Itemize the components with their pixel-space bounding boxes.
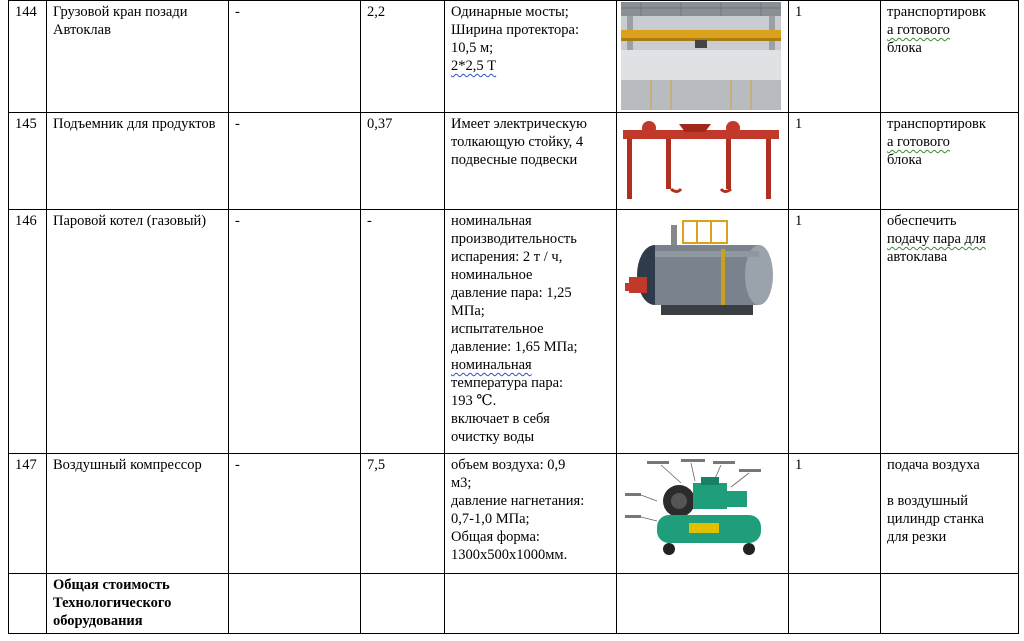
- spec-line: Общая форма:: [451, 529, 540, 545]
- empty-cell: [229, 574, 361, 634]
- table-row-total: [9, 574, 1019, 634]
- empty-cell: [617, 574, 789, 634]
- empty-cell: [9, 574, 47, 634]
- empty-cell: [361, 574, 445, 634]
- purpose-line: транспортировк: [887, 4, 986, 20]
- spec-line: номинальная: [451, 357, 532, 373]
- dash-cell: -: [229, 113, 361, 210]
- purpose-cell: [881, 1, 1019, 113]
- purpose-cell: [881, 113, 1019, 210]
- purpose-cell: [881, 210, 1019, 454]
- purpose-line: блока: [887, 40, 922, 56]
- spec-line: номинальная: [451, 213, 532, 229]
- spec-cell: [445, 1, 617, 113]
- spec-line: 0,7-1,0 МПа;: [451, 511, 530, 527]
- total-label: Общая стоимость Технологического оборудования: [47, 574, 229, 634]
- purpose-line: а готового: [887, 22, 950, 38]
- purpose-line: подача воздуха: [887, 457, 980, 473]
- spec-cell: [445, 113, 617, 210]
- spec-line: объем воздуха: 0,9: [451, 457, 566, 473]
- spec-line: 1300x500x1000мм.: [451, 547, 568, 563]
- quantity-cell: 1: [789, 113, 881, 210]
- steam-boiler-photo: [621, 211, 781, 331]
- equipment-name: Грузовой кран позади Автоклав: [47, 1, 229, 113]
- row-number: 146: [9, 210, 47, 454]
- spec-line: давление нагнетания:: [451, 493, 585, 509]
- air-compressor-photo: [621, 455, 781, 565]
- purpose-line: а готового: [887, 134, 950, 150]
- image-cell: [617, 454, 789, 574]
- table-row: [9, 210, 1019, 454]
- product-hoist-photo: [621, 114, 781, 204]
- overhead-crane-photo: [621, 2, 781, 110]
- dash-cell: -: [229, 210, 361, 454]
- spec-line: 193 ℃.: [451, 393, 497, 409]
- quantity-cell: 1: [789, 1, 881, 113]
- spec-cell: [445, 210, 617, 454]
- equipment-name: Подъемник для продуктов: [47, 113, 229, 210]
- purpose-line: в воздушный: [887, 493, 968, 509]
- spec-line: 10,5 м;: [451, 40, 494, 56]
- equipment-table: [8, 0, 1019, 634]
- spec-line: очистку воды: [451, 429, 535, 445]
- spec-line: Одинарные мосты;: [451, 4, 569, 20]
- empty-cell: [789, 574, 881, 634]
- quantity-cell: 1: [789, 210, 881, 454]
- purpose-line: автоклава: [887, 249, 948, 265]
- purpose-spacer: [887, 474, 1012, 492]
- power-cell: 7,5: [361, 454, 445, 574]
- power-cell: 0,37: [361, 113, 445, 210]
- purpose-line: подачу пара для: [887, 231, 986, 247]
- quantity-cell: 1: [789, 454, 881, 574]
- spec-line: подвесные подвески: [451, 152, 578, 168]
- row-number: 144: [9, 1, 47, 113]
- spec-cell: [445, 454, 617, 574]
- empty-cell: [881, 574, 1019, 634]
- spec-line: м3;: [451, 475, 472, 491]
- row-number: 145: [9, 113, 47, 210]
- purpose-line: блока: [887, 152, 922, 168]
- image-cell: [617, 113, 789, 210]
- spec-line: 2*2,5 Т: [451, 58, 497, 74]
- power-cell: -: [361, 210, 445, 454]
- image-cell: [617, 210, 789, 454]
- purpose-line: транспортировк: [887, 116, 986, 132]
- table-row: [9, 1, 1019, 113]
- equipment-name: Паровой котел (газовый): [47, 210, 229, 454]
- purpose-line: цилиндр станка: [887, 511, 984, 527]
- spec-line: номинальное: [451, 267, 533, 283]
- empty-cell: [445, 574, 617, 634]
- row-number: 147: [9, 454, 47, 574]
- table-row: [9, 113, 1019, 210]
- purpose-line: обеспечить: [887, 213, 957, 229]
- spec-line: включает в себя: [451, 411, 550, 427]
- document-page: [8, 0, 1019, 634]
- table-row: [9, 454, 1019, 574]
- spec-line: испарения: 2 т / ч,: [451, 249, 563, 265]
- power-cell: 2,2: [361, 1, 445, 113]
- image-cell: [617, 1, 789, 113]
- spec-line: испытательное: [451, 321, 544, 337]
- dash-cell: -: [229, 1, 361, 113]
- spec-line: производительность: [451, 231, 577, 247]
- spec-line: температура пара:: [451, 375, 564, 391]
- purpose-cell: [881, 454, 1019, 574]
- spec-line: Имеет электрическую: [451, 116, 587, 132]
- spec-line: Ширина протектора:: [451, 22, 580, 38]
- dash-cell: -: [229, 454, 361, 574]
- spec-line: давление: 1,65 МПа;: [451, 339, 578, 355]
- spec-line: давление пара: 1,25: [451, 285, 572, 301]
- purpose-line: для резки: [887, 529, 947, 545]
- equipment-name: Воздушный компрессор: [47, 454, 229, 574]
- spec-line: толкающую стойку, 4: [451, 134, 584, 150]
- spec-line: МПа;: [451, 303, 485, 319]
